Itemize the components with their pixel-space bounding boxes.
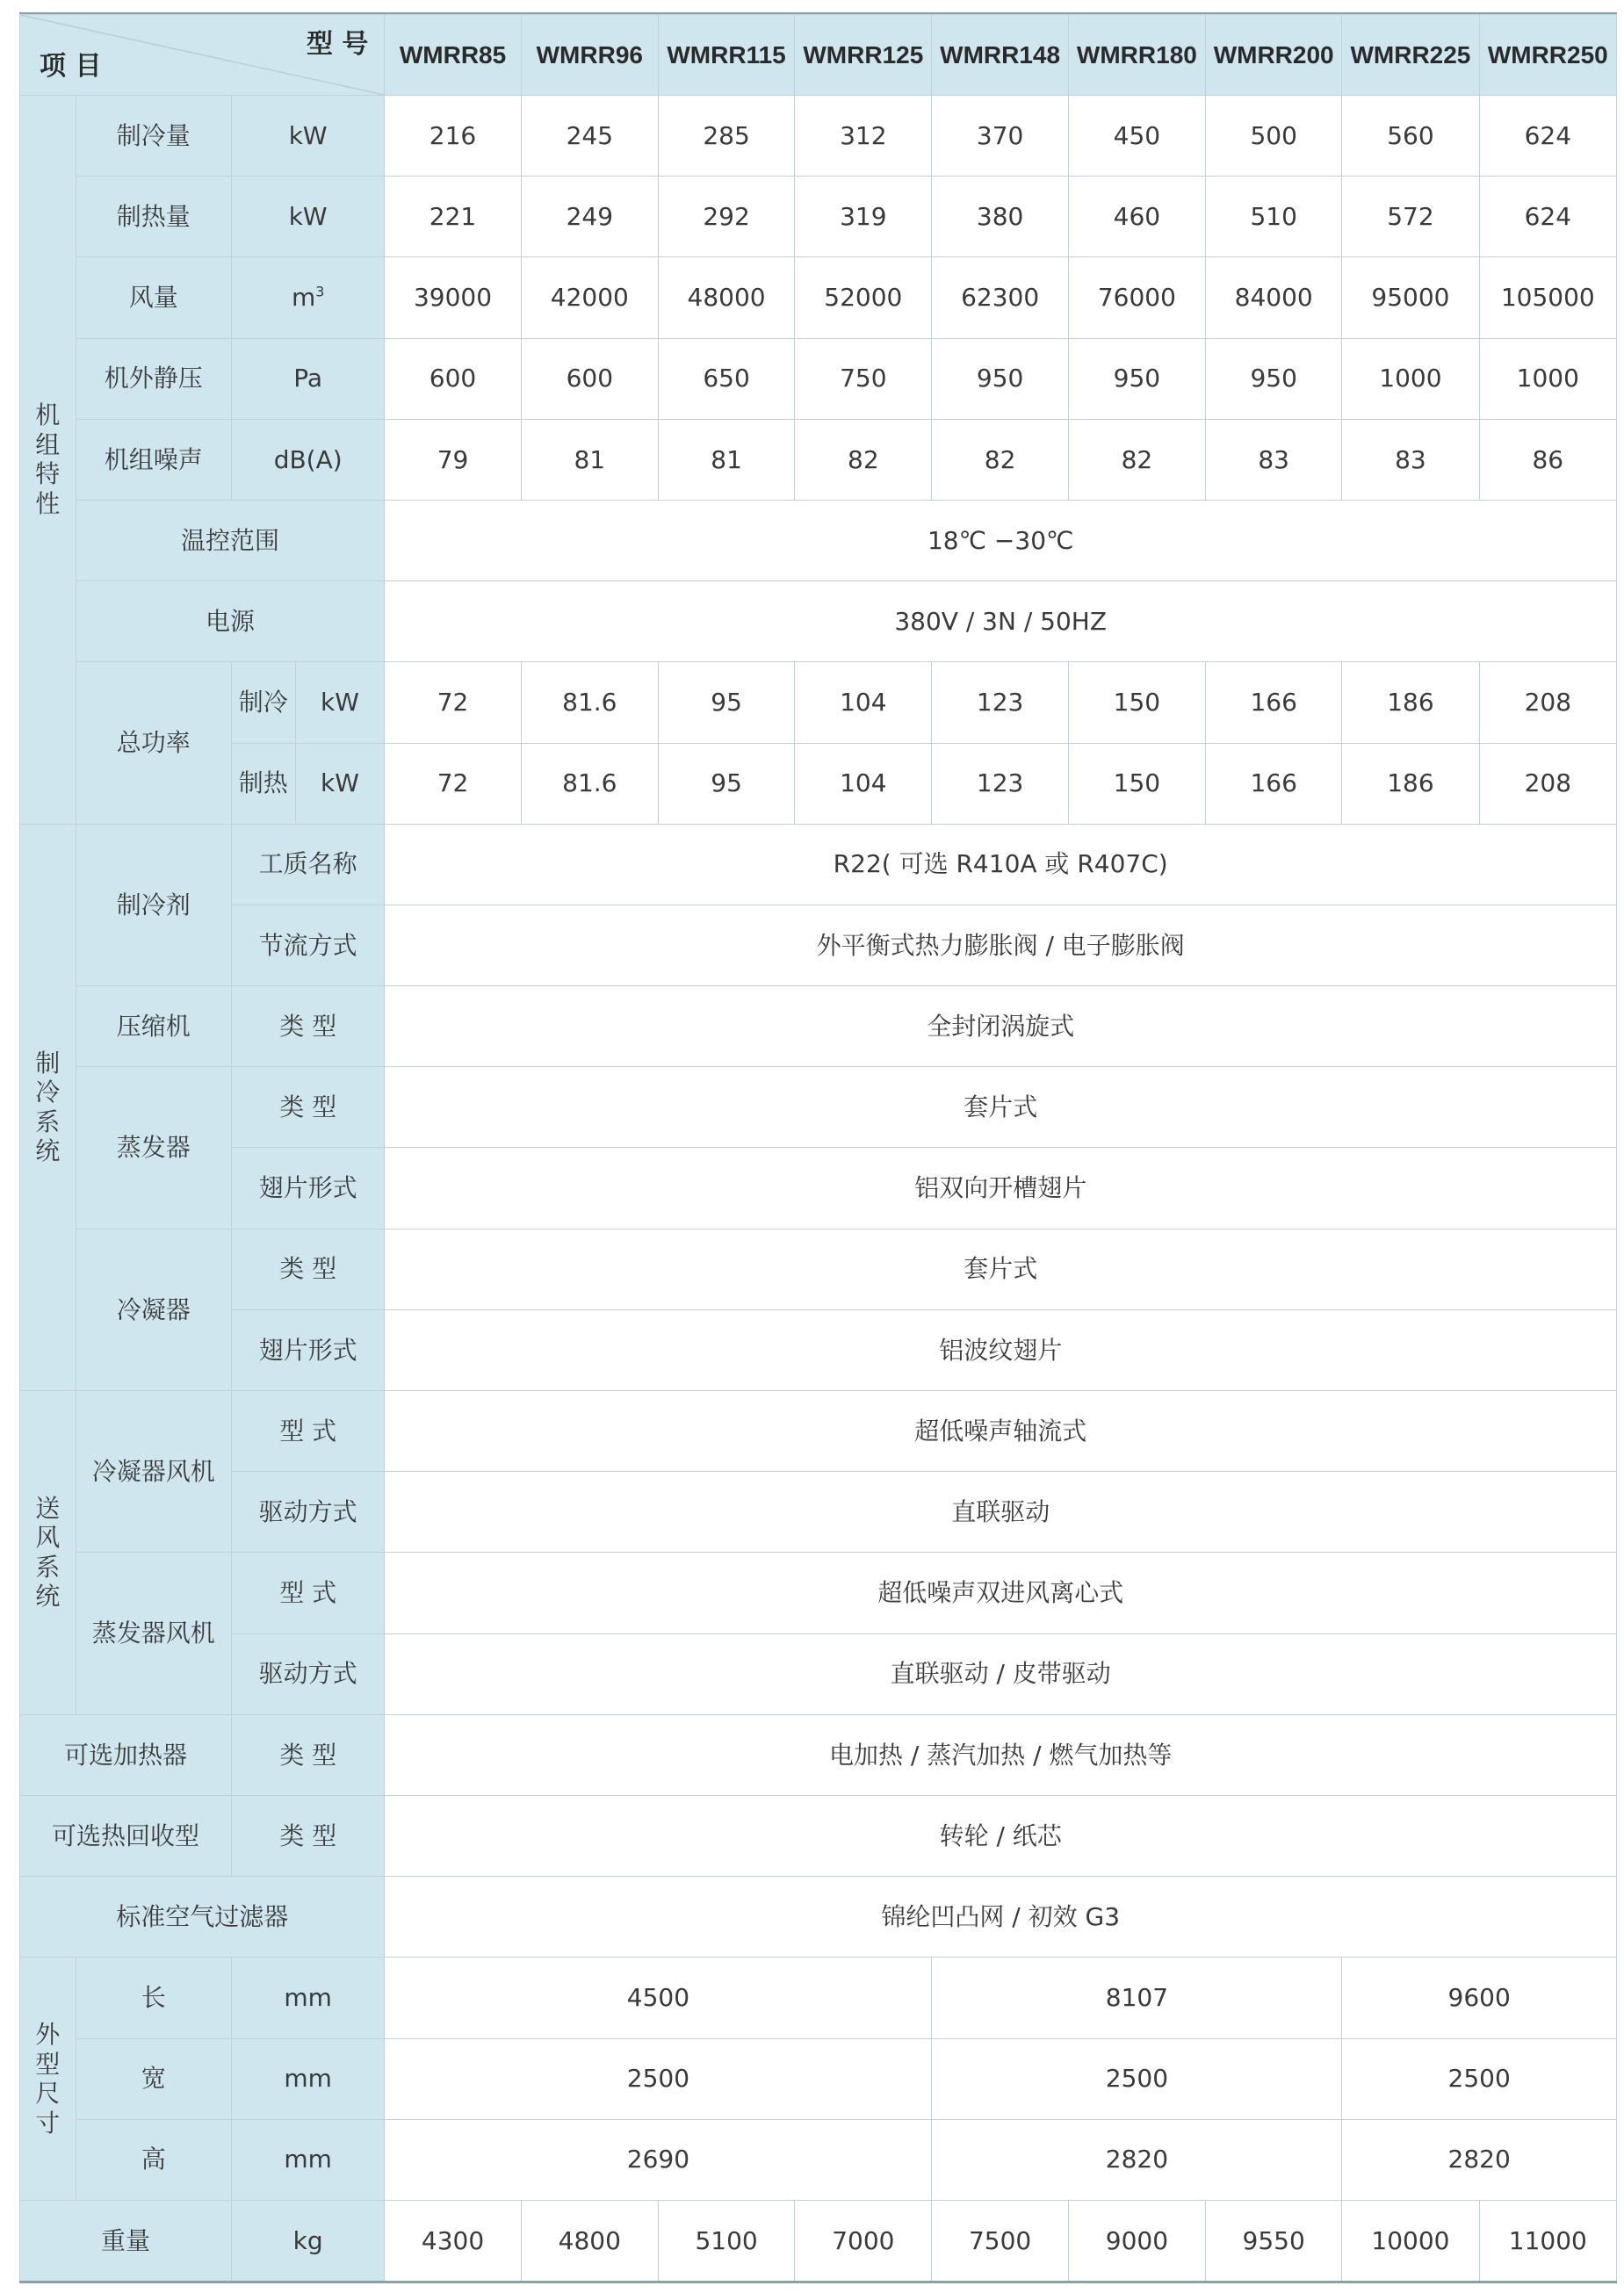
group-label-char: 制 <box>35 1048 61 1078</box>
value-cell: 166 <box>1206 662 1342 743</box>
row-condenser-type <box>20 1229 1617 1309</box>
row-sublabel: 类 型 <box>231 1795 384 1876</box>
row-label: 重量 <box>20 2200 232 2281</box>
value-cell: 39000 <box>385 257 521 338</box>
model-header: WMRR125 <box>795 15 932 96</box>
row-total-power-cooling <box>20 662 1617 743</box>
value-cell: 166 <box>1206 743 1342 824</box>
value-span: 4500 <box>385 1958 932 2038</box>
row-unit: mm <box>231 2038 384 2119</box>
value-cell: 79 <box>385 419 521 500</box>
row-unit: kW <box>231 177 384 257</box>
row-temp-range <box>20 500 1617 580</box>
value-span: 2500 <box>932 2038 1342 2119</box>
value-cell: 62300 <box>932 257 1068 338</box>
row-height <box>20 2119 1617 2200</box>
value-span: 外平衡式热力膨胀阀 / 电子膨胀阀 <box>385 905 1617 985</box>
row-optional-recovery <box>20 1795 1617 1876</box>
value-span: 直联驱动 <box>385 1472 1617 1553</box>
value-span: 2690 <box>385 2119 932 2200</box>
model-header: WMRR250 <box>1479 15 1616 96</box>
row-evaporator-type <box>20 1067 1617 1148</box>
row-heating-capacity <box>20 177 1617 257</box>
row-label: 高 <box>76 2119 231 2200</box>
value-cell: 572 <box>1342 177 1479 257</box>
value-span: 18℃ −30℃ <box>385 500 1617 580</box>
value-cell: 11000 <box>1479 2200 1616 2281</box>
value-cell: 81 <box>521 419 658 500</box>
value-cell: 42000 <box>521 257 658 338</box>
value-cell: 83 <box>1342 419 1479 500</box>
row-unit: Pa <box>231 338 384 419</box>
model-header: WMRR180 <box>1068 15 1205 96</box>
value-cell: 104 <box>795 662 932 743</box>
row-sublabel: 型 式 <box>231 1553 384 1633</box>
value-cell: 450 <box>1068 96 1205 177</box>
value-cell: 86 <box>1479 419 1616 500</box>
row-air-volume <box>20 257 1617 338</box>
row-refrigerant-throttle <box>20 905 1617 985</box>
group-label-char: 外 <box>35 2019 61 2049</box>
row-sublabel: 工质名称 <box>231 824 384 905</box>
group-label-char: 送 <box>35 1493 61 1523</box>
row-label: 冷凝器风机 <box>76 1391 231 1553</box>
value-cell: 150 <box>1068 662 1205 743</box>
value-cell: 221 <box>385 177 521 257</box>
row-refrigerant-medium <box>20 824 1617 905</box>
value-cell: 292 <box>658 177 794 257</box>
row-sublabel: 型 式 <box>231 1391 384 1472</box>
value-cell: 600 <box>385 338 521 419</box>
value-cell: 10000 <box>1342 2200 1479 2281</box>
row-label: 制冷剂 <box>76 824 231 985</box>
value-cell: 95 <box>658 743 794 824</box>
value-cell: 4300 <box>385 2200 521 2281</box>
value-cell: 81.6 <box>521 743 658 824</box>
group-refrigeration-system <box>20 824 76 1390</box>
row-label: 长 <box>76 1958 231 2038</box>
row-label: 制热量 <box>76 177 231 257</box>
row-unit: kW <box>295 662 385 743</box>
group-label-char: 冷 <box>35 1078 61 1107</box>
value-cell: 186 <box>1342 662 1479 743</box>
value-span: 2500 <box>385 2038 932 2119</box>
group-label-char: 统 <box>35 1136 61 1166</box>
group-label-char: 型 <box>35 2049 61 2079</box>
row-unit: kg <box>231 2200 384 2281</box>
row-unit: kW <box>231 96 384 177</box>
spec-table <box>19 14 1617 2282</box>
model-header: WMRR148 <box>932 15 1068 96</box>
value-cell: 9000 <box>1068 2200 1205 2281</box>
value-cell: 216 <box>385 96 521 177</box>
value-cell: 82 <box>795 419 932 500</box>
model-header: WMRR115 <box>658 15 794 96</box>
row-total-power-heating <box>20 743 1617 824</box>
value-span: 锦纶凹凸网 / 初效 G3 <box>385 1877 1617 1958</box>
value-cell: 560 <box>1342 96 1479 177</box>
value-cell: 285 <box>658 96 794 177</box>
value-span: 转轮 / 纸芯 <box>385 1795 1617 1876</box>
row-label: 宽 <box>76 2038 231 2119</box>
value-span: 2820 <box>932 2119 1342 2200</box>
value-cell: 81.6 <box>521 662 658 743</box>
row-static-pressure <box>20 338 1617 419</box>
value-cell: 76000 <box>1068 257 1205 338</box>
row-label: 总功率 <box>76 662 231 824</box>
row-width <box>20 2038 1617 2119</box>
value-cell: 52000 <box>795 257 932 338</box>
group-label-char: 系 <box>35 1107 61 1136</box>
row-label: 蒸发器 <box>76 1067 231 1229</box>
header-corner-cell <box>20 15 385 96</box>
value-cell: 95 <box>658 662 794 743</box>
value-cell: 245 <box>521 96 658 177</box>
group-label-char: 性 <box>35 488 61 518</box>
value-cell: 123 <box>932 743 1068 824</box>
row-cooling-capacity <box>20 96 1617 177</box>
model-header: WMRR200 <box>1206 15 1342 96</box>
row-condenser-fan-type <box>20 1391 1617 1472</box>
value-cell: 82 <box>1068 419 1205 500</box>
row-sublabel: 驱动方式 <box>231 1472 384 1553</box>
value-cell: 650 <box>658 338 794 419</box>
value-span: 铝波纹翅片 <box>385 1309 1617 1390</box>
row-sublabel: 节流方式 <box>231 905 384 985</box>
model-header: WMRR85 <box>385 15 521 96</box>
value-cell: 380 <box>932 177 1068 257</box>
value-cell: 7000 <box>795 2200 932 2281</box>
value-cell: 105000 <box>1479 257 1616 338</box>
row-condenser-fin <box>20 1309 1617 1390</box>
value-cell: 9550 <box>1206 2200 1342 2281</box>
value-cell: 5100 <box>658 2200 794 2281</box>
value-cell: 950 <box>1206 338 1342 419</box>
row-sublabel: 类 型 <box>231 1229 384 1309</box>
row-sublabel: 翅片形式 <box>231 1148 384 1229</box>
header-row <box>20 15 1617 96</box>
unit-base: m <box>291 283 316 313</box>
value-span: 套片式 <box>385 1229 1617 1309</box>
group-label-char: 尺 <box>35 2079 61 2109</box>
value-cell: 84000 <box>1206 257 1342 338</box>
row-label: 可选加热器 <box>20 1714 232 1795</box>
value-cell: 7500 <box>932 2200 1068 2281</box>
group-label-char: 组 <box>35 429 61 459</box>
value-cell: 48000 <box>658 257 794 338</box>
value-span: 8107 <box>932 1958 1342 2038</box>
row-label: 机外静压 <box>76 338 231 419</box>
value-span: R22( 可选 R410A 或 R407C) <box>385 824 1617 905</box>
row-label: 温控范围 <box>76 500 385 580</box>
row-label: 机组噪声 <box>76 419 231 500</box>
row-sublabel: 类 型 <box>231 986 384 1067</box>
group-label-char: 特 <box>35 459 61 489</box>
value-span: 电加热 / 蒸汽加热 / 燃气加热等 <box>385 1714 1617 1795</box>
header-model-label: 型 号 <box>306 29 369 60</box>
value-span: 全封闭涡旋式 <box>385 986 1617 1067</box>
row-sublabel: 翅片形式 <box>231 1309 384 1390</box>
value-span: 9600 <box>1342 1958 1617 2038</box>
row-unit: mm <box>231 1958 384 2038</box>
value-cell: 1000 <box>1479 338 1616 419</box>
value-span: 套片式 <box>385 1067 1617 1148</box>
row-air-filter <box>20 1877 1617 1958</box>
value-span: 2500 <box>1342 2038 1617 2119</box>
value-cell: 319 <box>795 177 932 257</box>
row-label: 压缩机 <box>76 986 231 1067</box>
unit-superscript: 3 <box>315 283 325 300</box>
row-sublabel: 类 型 <box>231 1714 384 1795</box>
row-compressor-type <box>20 986 1617 1067</box>
row-label: 标准空气过滤器 <box>20 1877 385 1958</box>
value-cell: 370 <box>932 96 1068 177</box>
header-item-label: 项 目 <box>40 51 102 82</box>
value-cell: 208 <box>1479 743 1616 824</box>
row-sublabel: 制热 <box>231 743 295 824</box>
value-cell: 510 <box>1206 177 1342 257</box>
row-unit <box>231 257 384 338</box>
value-cell: 624 <box>1479 96 1616 177</box>
row-evaporator-fin <box>20 1148 1617 1229</box>
row-sublabel: 制冷 <box>231 662 295 743</box>
value-cell: 83 <box>1206 419 1342 500</box>
group-dimensions <box>20 1958 76 2201</box>
row-label: 电源 <box>76 581 385 662</box>
value-cell: 95000 <box>1342 257 1479 338</box>
value-cell: 312 <box>795 96 932 177</box>
value-cell: 1000 <box>1342 338 1479 419</box>
group-label-char: 风 <box>35 1523 61 1553</box>
value-cell: 750 <box>795 338 932 419</box>
value-cell: 104 <box>795 743 932 824</box>
row-sublabel: 驱动方式 <box>231 1633 384 1714</box>
value-cell: 950 <box>1068 338 1205 419</box>
value-cell: 500 <box>1206 96 1342 177</box>
value-cell: 82 <box>932 419 1068 500</box>
value-span: 铝双向开槽翅片 <box>385 1148 1617 1229</box>
value-cell: 249 <box>521 177 658 257</box>
row-label: 蒸发器风机 <box>76 1553 231 1714</box>
group-label-char: 寸 <box>35 2108 61 2138</box>
value-cell: 4800 <box>521 2200 658 2281</box>
table-bottom-rule <box>19 2281 1617 2283</box>
row-unit: kW <box>295 743 385 824</box>
value-cell: 186 <box>1342 743 1479 824</box>
value-span: 超低噪声轴流式 <box>385 1391 1617 1472</box>
row-label: 制冷量 <box>76 96 231 177</box>
row-label: 可选热回收型 <box>20 1795 232 1876</box>
value-cell: 150 <box>1068 743 1205 824</box>
row-evaporator-fan-drive <box>20 1633 1617 1714</box>
model-header: WMRR96 <box>521 15 658 96</box>
value-cell: 624 <box>1479 177 1616 257</box>
row-power-supply <box>20 581 1617 662</box>
row-condenser-fan-drive <box>20 1472 1617 1553</box>
value-cell: 950 <box>932 338 1068 419</box>
value-cell: 208 <box>1479 662 1616 743</box>
row-weight <box>20 2200 1617 2281</box>
value-cell: 460 <box>1068 177 1205 257</box>
model-header: WMRR225 <box>1342 15 1479 96</box>
value-cell: 600 <box>521 338 658 419</box>
row-unit: mm <box>231 2119 384 2200</box>
group-label-char: 系 <box>35 1552 61 1582</box>
value-span: 超低噪声双进风离心式 <box>385 1553 1617 1633</box>
group-air-system <box>20 1391 76 1715</box>
group-label-char: 统 <box>35 1582 61 1612</box>
value-span: 380V / 3N / 50HZ <box>385 581 1617 662</box>
row-length <box>20 1958 1617 2038</box>
value-cell: 123 <box>932 662 1068 743</box>
value-span: 直联驱动 / 皮带驱动 <box>385 1633 1617 1714</box>
value-cell: 81 <box>658 419 794 500</box>
value-cell: 72 <box>385 662 521 743</box>
row-evaporator-fan-type <box>20 1553 1617 1633</box>
row-optional-heater <box>20 1714 1617 1795</box>
group-unit-characteristics <box>20 96 76 825</box>
row-label: 风量 <box>76 257 231 338</box>
row-label: 冷凝器 <box>76 1229 231 1390</box>
group-label-char: 机 <box>35 400 61 430</box>
row-unit: dB(A) <box>231 419 384 500</box>
value-span: 2820 <box>1342 2119 1617 2200</box>
row-sublabel: 类 型 <box>231 1067 384 1148</box>
row-noise <box>20 419 1617 500</box>
value-cell: 72 <box>385 743 521 824</box>
